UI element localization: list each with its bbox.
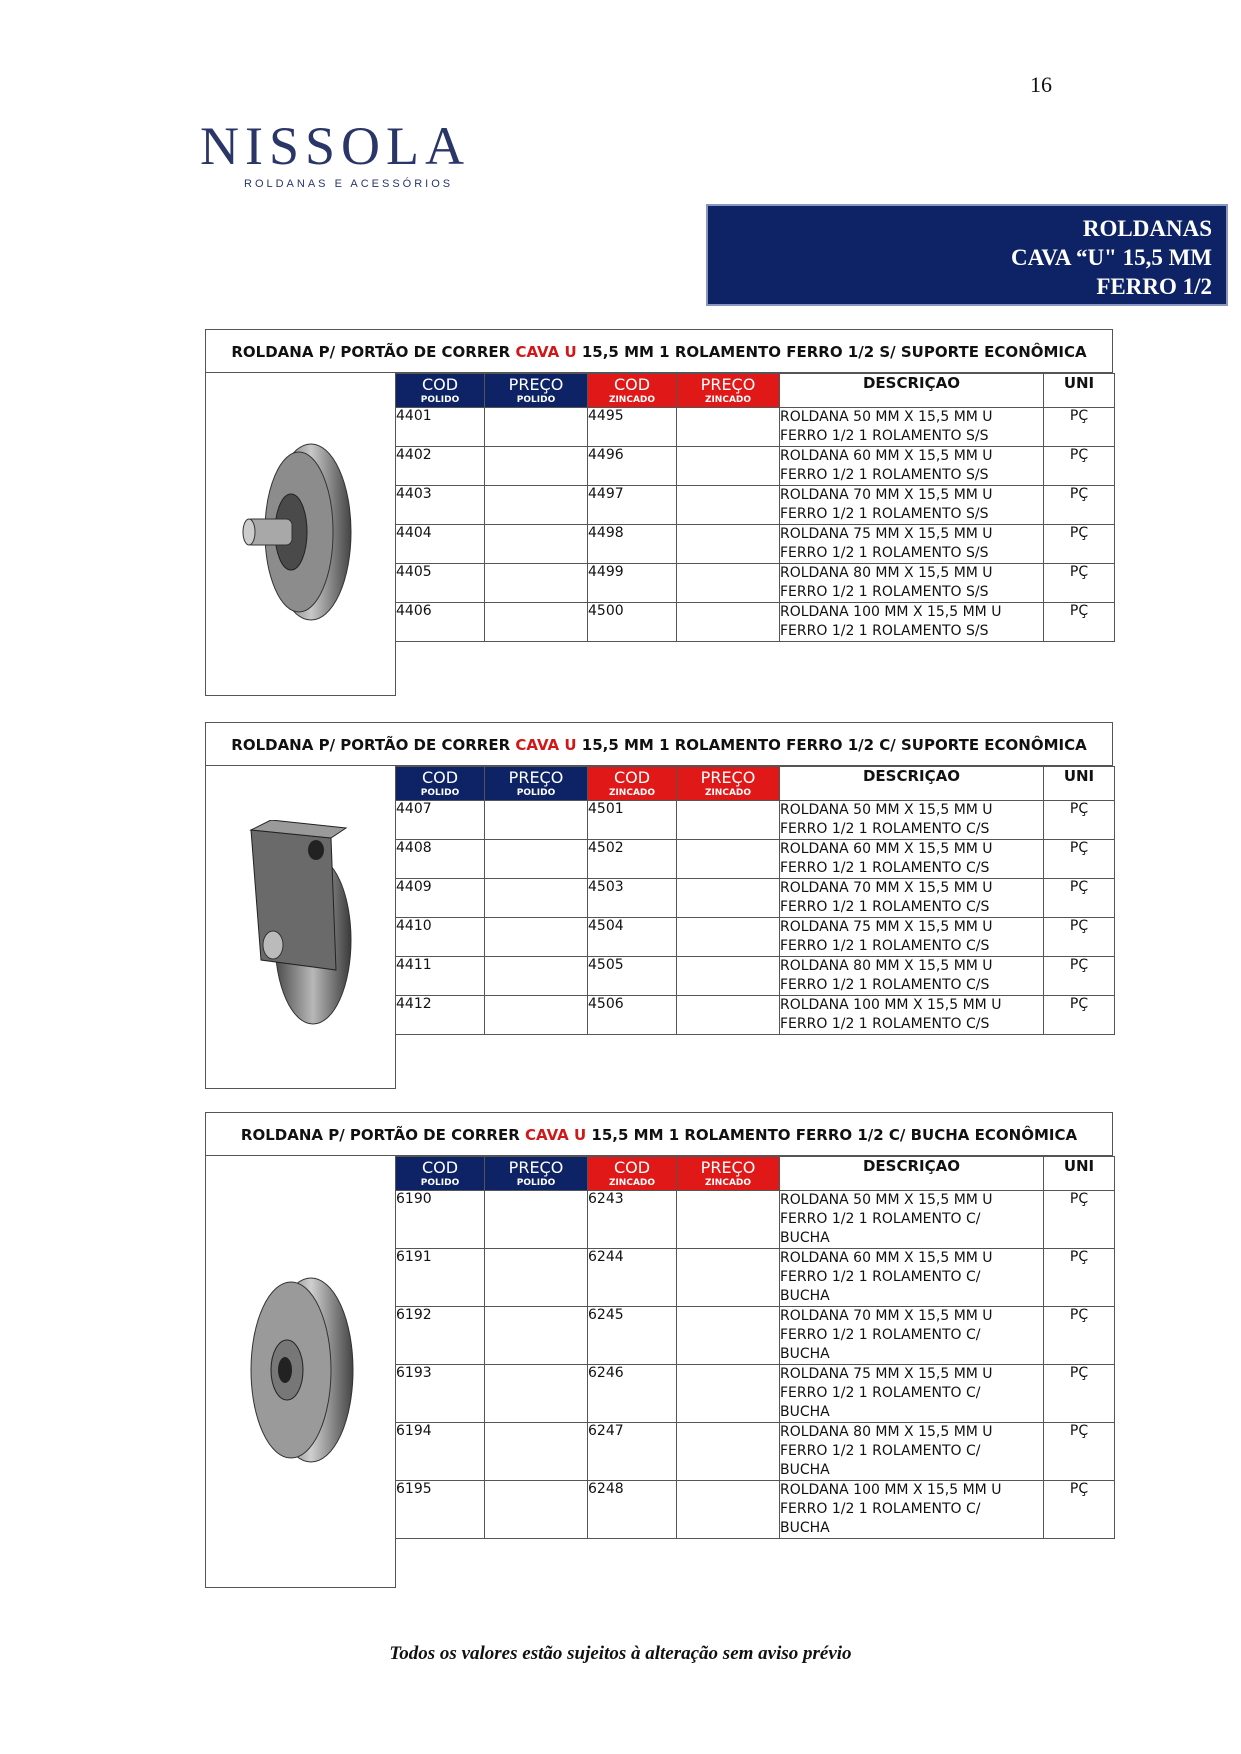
cod-zincado-cell: 4495: [588, 408, 677, 447]
description-cell: [780, 918, 1044, 957]
description-line: ROLDANA 100 MM X 15,5 MM U: [780, 997, 1002, 1013]
description-line: ROLDANA 60 MM X 15,5 MM U: [780, 841, 993, 857]
preco-zincado-cell: [677, 1423, 780, 1481]
table-row: [396, 408, 1115, 447]
block-title: ROLDANA P/ PORTÃO DE CORRER CAVA U 15,5 MM 1 ROLAMENTO FERRO 1/2 S/ SUPORTE ECONÔMICA: [205, 329, 1113, 373]
table-row: [396, 525, 1115, 564]
preco-zincado-cell: [677, 486, 780, 525]
preco-zincado-cell: [677, 918, 780, 957]
header-preco-zincado: PREÇO ZINCADO: [677, 1157, 780, 1191]
cod-polido-cell: 6194: [396, 1423, 485, 1481]
table-row: [396, 447, 1115, 486]
description-line: FERRO 1/2 1 ROLAMENTO C/: [780, 1443, 981, 1459]
header-descricao: DESCRIÇAO: [780, 1157, 1044, 1191]
description-cell: [780, 1249, 1044, 1307]
description-cell: [780, 603, 1044, 642]
cod-zincado-cell: 6244: [588, 1249, 677, 1307]
cod-polido-cell: 6191: [396, 1249, 485, 1307]
preco-polido-cell: [485, 447, 588, 486]
description-cell: [780, 564, 1044, 603]
description-line: ROLDANA 75 MM X 15,5 MM U: [780, 526, 993, 542]
header-cod-zincado: COD ZINCADO: [588, 1157, 677, 1191]
cod-zincado-cell: 4503: [588, 879, 677, 918]
cod-polido-cell: 4408: [396, 840, 485, 879]
description-line: ROLDANA 70 MM X 15,5 MM U: [780, 880, 993, 896]
cod-polido-cell: 4405: [396, 564, 485, 603]
preco-polido-cell: [485, 840, 588, 879]
description-line: FERRO 1/2 1 ROLAMENTO C/S: [780, 860, 990, 876]
description-line: BUCHA: [780, 1288, 830, 1304]
description-line: ROLDANA 75 MM X 15,5 MM U: [780, 919, 993, 935]
preco-polido-cell: [485, 801, 588, 840]
header-preco-polido: PREÇO POLIDO: [485, 374, 588, 408]
product-image: [205, 766, 396, 1089]
preco-polido-cell: [485, 879, 588, 918]
unit-cell: PÇ: [1044, 918, 1115, 957]
title-highlight: CAVA U: [515, 343, 577, 361]
table-row: [396, 918, 1115, 957]
title-highlight: CAVA U: [515, 736, 577, 754]
wheel-no-support-icon: [241, 437, 361, 631]
unit-cell: PÇ: [1044, 525, 1115, 564]
description-line: FERRO 1/2 1 ROLAMENTO S/S: [780, 545, 989, 561]
cod-polido-cell: 4406: [396, 603, 485, 642]
unit-cell: PÇ: [1044, 408, 1115, 447]
description-line: ROLDANA 50 MM X 15,5 MM U: [780, 802, 993, 818]
preco-polido-cell: [485, 603, 588, 642]
preco-zincado-cell: [677, 879, 780, 918]
cod-zincado-cell: 4501: [588, 801, 677, 840]
unit-cell: PÇ: [1044, 957, 1115, 996]
preco-polido-cell: [485, 996, 588, 1035]
description-line: BUCHA: [780, 1462, 830, 1478]
preco-zincado-cell: [677, 1191, 780, 1249]
header-cod-polido: COD POLIDO: [396, 1157, 485, 1191]
unit-cell: PÇ: [1044, 1481, 1115, 1539]
description-line: FERRO 1/2 1 ROLAMENTO C/: [780, 1501, 981, 1517]
description-line: FERRO 1/2 1 ROLAMENTO S/S: [780, 623, 989, 639]
table-row: [396, 564, 1115, 603]
description-line: FERRO 1/2 1 ROLAMENTO S/S: [780, 506, 989, 522]
description-cell: [780, 447, 1044, 486]
preco-zincado-cell: [677, 840, 780, 879]
description-line: FERRO 1/2 1 ROLAMENTO C/: [780, 1211, 981, 1227]
preco-zincado-cell: [677, 1481, 780, 1539]
description-line: ROLDANA 60 MM X 15,5 MM U: [780, 448, 993, 464]
preco-zincado-cell: [677, 1307, 780, 1365]
table-header-row: [396, 767, 1115, 801]
description-line: ROLDANA 50 MM X 15,5 MM U: [780, 409, 993, 425]
cod-zincado-cell: 4506: [588, 996, 677, 1035]
description-cell: [780, 1365, 1044, 1423]
description-cell: [780, 996, 1044, 1035]
cod-zincado-cell: 4496: [588, 447, 677, 486]
cod-polido-cell: 4402: [396, 447, 485, 486]
preco-zincado-cell: [677, 996, 780, 1035]
product-table: [395, 1156, 1115, 1539]
header-descricao: DESCRIÇAO: [780, 374, 1044, 408]
table-header-row: [396, 374, 1115, 408]
description-cell: [780, 801, 1044, 840]
cod-zincado-cell: 4498: [588, 525, 677, 564]
cod-zincado-cell: 4500: [588, 603, 677, 642]
logo-wordmark: NISSOLA: [200, 116, 471, 176]
description-cell: [780, 879, 1044, 918]
description-line: ROLDANA 70 MM X 15,5 MM U: [780, 487, 993, 503]
description-cell: [780, 486, 1044, 525]
description-line: BUCHA: [780, 1230, 830, 1246]
description-line: FERRO 1/2 1 ROLAMENTO S/S: [780, 428, 989, 444]
unit-cell: PÇ: [1044, 996, 1115, 1035]
description-line: BUCHA: [780, 1346, 830, 1362]
cod-zincado-cell: 6246: [588, 1365, 677, 1423]
cod-polido-cell: 6193: [396, 1365, 485, 1423]
header-uni: UNI: [1044, 767, 1115, 801]
description-cell: [780, 1423, 1044, 1481]
header-cod-polido: COD POLIDO: [396, 374, 485, 408]
preco-zincado-cell: [677, 957, 780, 996]
preco-polido-cell: [485, 564, 588, 603]
description-line: FERRO 1/2 1 ROLAMENTO C/S: [780, 977, 990, 993]
table-row: [396, 957, 1115, 996]
preco-polido-cell: [485, 1481, 588, 1539]
preco-polido-cell: [485, 1191, 588, 1249]
description-line: FERRO 1/2 1 ROLAMENTO S/S: [780, 584, 989, 600]
preco-polido-cell: [485, 408, 588, 447]
preco-zincado-cell: [677, 1365, 780, 1423]
cod-zincado-cell: 4497: [588, 486, 677, 525]
description-line: ROLDANA 70 MM X 15,5 MM U: [780, 1308, 993, 1324]
cod-polido-cell: 4407: [396, 801, 485, 840]
description-cell: [780, 840, 1044, 879]
title-highlight: CAVA U: [524, 1126, 587, 1144]
unit-cell: PÇ: [1044, 1191, 1115, 1249]
block-title: ROLDANA P/ PORTÃO DE CORRER CAVA U 15,5 MM 1 ROLAMENTO FERRO 1/2 C/ BUCHA ECONÔMICA: [205, 1112, 1113, 1156]
unit-cell: PÇ: [1044, 1423, 1115, 1481]
preco-zincado-cell: [677, 525, 780, 564]
unit-cell: PÇ: [1044, 603, 1115, 642]
cod-polido-cell: 4410: [396, 918, 485, 957]
unit-cell: PÇ: [1044, 486, 1115, 525]
header-cod-zincado: COD ZINCADO: [588, 767, 677, 801]
header-preco-polido: PREÇO POLIDO: [485, 767, 588, 801]
preco-zincado-cell: [677, 801, 780, 840]
table-row: [396, 840, 1115, 879]
table-row: [396, 801, 1115, 840]
table-row: [396, 1481, 1115, 1539]
nissola-logo: [200, 118, 490, 198]
unit-cell: PÇ: [1044, 564, 1115, 603]
header-cod-polido: COD POLIDO: [396, 767, 485, 801]
cod-polido-cell: 6195: [396, 1481, 485, 1539]
wheel-with-support-icon: [241, 820, 361, 1034]
description-line: ROLDANA 100 MM X 15,5 MM U: [780, 604, 1002, 620]
unit-cell: PÇ: [1044, 840, 1115, 879]
cod-polido-cell: 6192: [396, 1307, 485, 1365]
header-uni: UNI: [1044, 374, 1115, 408]
cod-polido-cell: 6190: [396, 1191, 485, 1249]
description-line: FERRO 1/2 1 ROLAMENTO C/S: [780, 821, 990, 837]
description-line: FERRO 1/2 1 ROLAMENTO C/: [780, 1385, 981, 1401]
section-title-line1: ROLDANAS: [1082, 216, 1212, 241]
table-row: [396, 1365, 1115, 1423]
section-title-box: [706, 204, 1228, 306]
preco-zincado-cell: [677, 447, 780, 486]
preco-zincado-cell: [677, 408, 780, 447]
block-title: ROLDANA P/ PORTÃO DE CORRER CAVA U 15,5 MM 1 ROLAMENTO FERRO 1/2 C/ SUPORTE ECONÔMICA: [205, 722, 1113, 766]
description-line: ROLDANA 75 MM X 15,5 MM U: [780, 1366, 993, 1382]
product-image: [205, 1156, 396, 1588]
unit-cell: PÇ: [1044, 1249, 1115, 1307]
cod-zincado-cell: 4504: [588, 918, 677, 957]
header-preco-polido: PREÇO POLIDO: [485, 1157, 588, 1191]
product-table: [395, 766, 1115, 1035]
header-cod-zincado: COD ZINCADO: [588, 374, 677, 408]
description-line: BUCHA: [780, 1404, 830, 1420]
preco-polido-cell: [485, 1423, 588, 1481]
cod-polido-cell: 4409: [396, 879, 485, 918]
wheel-with-bushing-icon: [241, 1270, 361, 1474]
section-title-line3: FERRO 1/2: [1096, 274, 1212, 299]
description-cell: [780, 1191, 1044, 1249]
description-line: FERRO 1/2 1 ROLAMENTO C/S: [780, 899, 990, 915]
cod-zincado-cell: 6243: [588, 1191, 677, 1249]
preco-polido-cell: [485, 1307, 588, 1365]
description-line: BUCHA: [780, 1520, 830, 1536]
description-line: ROLDANA 80 MM X 15,5 MM U: [780, 565, 993, 581]
description-line: ROLDANA 80 MM X 15,5 MM U: [780, 1424, 993, 1440]
description-cell: [780, 525, 1044, 564]
header-preco-zincado: PREÇO ZINCADO: [677, 374, 780, 408]
product-block: [205, 1112, 1113, 1536]
page-number: 16: [1030, 72, 1052, 97]
description-line: ROLDANA 50 MM X 15,5 MM U: [780, 1192, 993, 1208]
cod-zincado-cell: 6248: [588, 1481, 677, 1539]
table-row: [396, 1249, 1115, 1307]
unit-cell: PÇ: [1044, 879, 1115, 918]
cod-polido-cell: 4412: [396, 996, 485, 1035]
unit-cell: PÇ: [1044, 1307, 1115, 1365]
table-row: [396, 486, 1115, 525]
table-row: [396, 996, 1115, 1035]
table-row: [396, 1191, 1115, 1249]
description-line: FERRO 1/2 1 ROLAMENTO C/S: [780, 938, 990, 954]
table-row: [396, 1423, 1115, 1481]
product-block: [205, 329, 1113, 639]
description-cell: [780, 1481, 1044, 1539]
cod-zincado-cell: 6245: [588, 1307, 677, 1365]
unit-cell: PÇ: [1044, 801, 1115, 840]
preco-polido-cell: [485, 486, 588, 525]
cod-zincado-cell: 4505: [588, 957, 677, 996]
cod-polido-cell: 4401: [396, 408, 485, 447]
unit-cell: PÇ: [1044, 447, 1115, 486]
cod-zincado-cell: 6247: [588, 1423, 677, 1481]
product-image: [205, 373, 396, 696]
header-preco-zincado: PREÇO ZINCADO: [677, 767, 780, 801]
cod-polido-cell: 4404: [396, 525, 485, 564]
description-line: FERRO 1/2 1 ROLAMENTO C/S: [780, 1016, 990, 1032]
cod-zincado-cell: 4499: [588, 564, 677, 603]
preco-polido-cell: [485, 1249, 588, 1307]
preco-zincado-cell: [677, 1249, 780, 1307]
logo-tagline: ROLDANAS E ACESSÓRIOS: [244, 178, 454, 190]
description-line: ROLDANA 60 MM X 15,5 MM U: [780, 1250, 993, 1266]
cod-polido-cell: 4403: [396, 486, 485, 525]
table-row: [396, 603, 1115, 642]
description-cell: [780, 408, 1044, 447]
table-row: [396, 1307, 1115, 1365]
description-line: ROLDANA 80 MM X 15,5 MM U: [780, 958, 993, 974]
product-table: [395, 373, 1115, 642]
header-uni: UNI: [1044, 1157, 1115, 1191]
description-line: FERRO 1/2 1 ROLAMENTO S/S: [780, 467, 989, 483]
preco-zincado-cell: [677, 564, 780, 603]
header-descricao: DESCRIÇAO: [780, 767, 1044, 801]
section-title-line2: CAVA “U" 15,5 MM: [1010, 245, 1212, 270]
unit-cell: PÇ: [1044, 1365, 1115, 1423]
preco-polido-cell: [485, 957, 588, 996]
footer-disclaimer: Todos os valores estão sujeitos à alteração sem aviso prévio: [389, 1643, 852, 1664]
table-header-row: [396, 1157, 1115, 1191]
description-line: ROLDANA 100 MM X 15,5 MM U: [780, 1482, 1002, 1498]
preco-polido-cell: [485, 918, 588, 957]
preco-polido-cell: [485, 525, 588, 564]
product-block: [205, 722, 1113, 1032]
description-line: FERRO 1/2 1 ROLAMENTO C/: [780, 1327, 981, 1343]
preco-polido-cell: [485, 1365, 588, 1423]
description-cell: [780, 1307, 1044, 1365]
cod-zincado-cell: 4502: [588, 840, 677, 879]
description-line: FERRO 1/2 1 ROLAMENTO C/: [780, 1269, 981, 1285]
cod-polido-cell: 4411: [396, 957, 485, 996]
table-row: [396, 879, 1115, 918]
description-cell: [780, 957, 1044, 996]
preco-zincado-cell: [677, 603, 780, 642]
